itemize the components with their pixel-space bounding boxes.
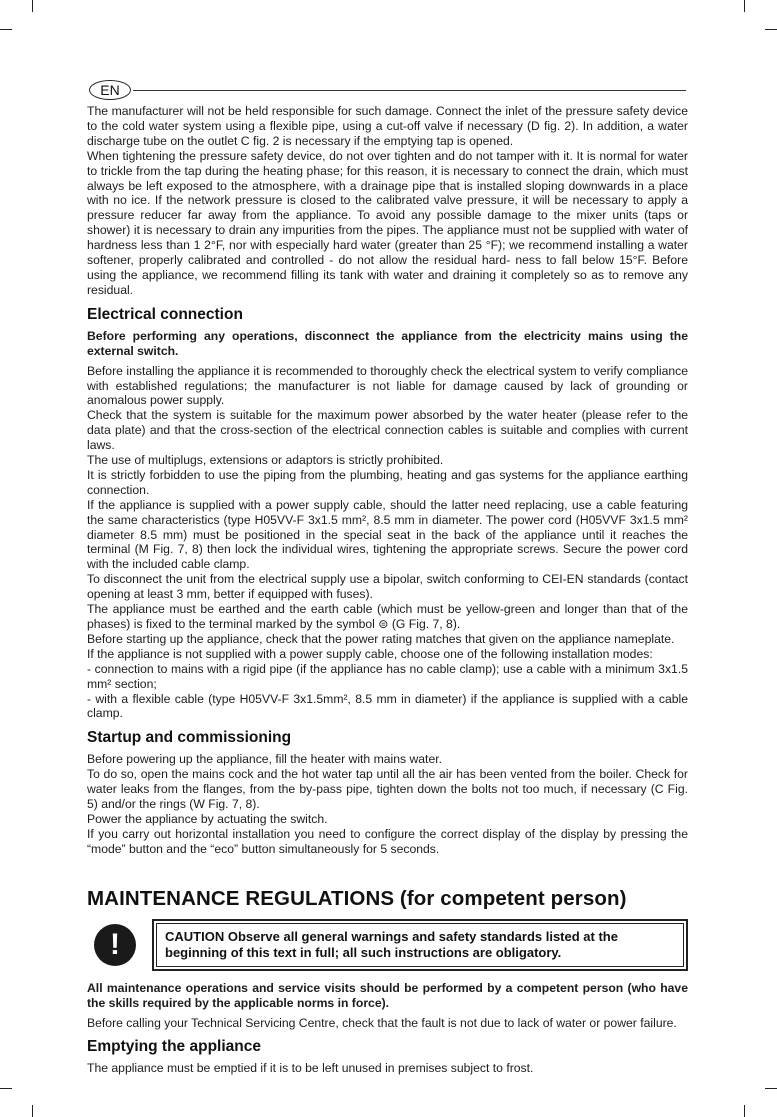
crop-mark-left-bottom: [0, 1088, 12, 1089]
intro-paragraph-1: The manufacturer will not be held responsible for such damage. Connect the inlet of the pressure safety device to the cold water system using a flexible pipe, using a cut-off valve if necessary (D fig. 2). In addition, a water discharge tube on the outlet C fig. 2 is necessary if the emptying tap is opened.: [87, 104, 688, 148]
crop-mark-right-bottom: [765, 1088, 777, 1089]
crop-mark-left-top: [0, 29, 12, 30]
intro-paragraph-2: When tightening the pressure safety device, do not over tighten and do not tamper with it. It is normal for water to trickle from the tap during the heating phase; for this reason, it is necessary to connect the drain, which must always be left exposed to the atmosphere, with a drainage pipe that is installed sloping downwards in a place with no ice. If the network pressure is closed to the calibrated valve pressure, it will be necessary to apply a pressure reducer far away from the appliance. To avoid any possible damage to the mixer units (taps or shower) it is necessary to drain any impurities from the pipes. The appliance must not be supplied with water of hardness less than 1 2°F, nor with especially hard water (greater than 25 °F); we recommend installing a water softener, properly calibrated and controlled - do not allow the residual hard- ness to fall below 15°F. Before using the appliance, we recommend filling its tank with water and draining it completely so as to remove any residual.: [87, 148, 688, 297]
maintenance-heading: MAINTENANCE REGULATIONS (for competent person): [87, 886, 627, 910]
caution-box: [87, 919, 688, 971]
startup-paragraph: Before powering up the appliance, fill the heater with mains water.: [87, 752, 442, 767]
maintenance-lead: All maintenance operations and service visits should be performed by a competent person (who have the skills required by the applicable norms in force).: [87, 980, 688, 1010]
startup-paragraph: Power the appliance by actuating the switch.: [87, 811, 328, 826]
electrical-paragraph: Before starting up the appliance, check that the power rating matches that given on the appliance nameplate.: [87, 631, 675, 646]
electrical-paragraph: If the appliance is not supplied with a power supply cable, choose one of the following installation modes:: [87, 646, 653, 661]
emptying-heading: Emptying the appliance: [87, 1038, 261, 1056]
electrical-paragraph: If the appliance is supplied with a power supply cable, should the latter need replacing, use a cable featuring the same characteristics (type H05VV-F 3x1.5 mm², 8.5 mm in diameter. The power cord (H05VVF 3x1.5 mm² diameter 8.5 mm) must be positioned in the special seat in the back of the appliance until it reaches the terminal (M Fig. 7, 8) then lock the individual wires, tightening the appropriate screws. Secure the power cord with the included cable clamp.: [87, 497, 688, 572]
electrical-paragraph: The use of multiplugs, extensions or adaptors is strictly prohibited.: [87, 453, 444, 468]
crop-mark-top-right: [744, 0, 745, 12]
electrical-paragraph: Before installing the appliance it is recommended to thoroughly check the electrical system to verify compliance with established regulations; the manufacturer is not liable for damage caused by lack of grounding or anomalous power supply.: [87, 363, 688, 408]
crop-mark-top-left: [32, 0, 33, 12]
language-badge: EN: [89, 80, 131, 100]
crop-mark-bottom-left: [32, 1105, 33, 1117]
electrical-heading: Electrical connection: [87, 305, 243, 323]
page-header: [89, 80, 686, 100]
electrical-lead: Before performing any operations, disconnect the appliance from the electricity mains using the external switch.: [87, 328, 688, 358]
startup-paragraph: If you carry out horizontal installation you need to configure the correct display of the display by pressing the “mode” button and the “eco” button simultaneously for 5 seconds.: [87, 826, 688, 856]
caution-text: CAUTION Observe all general warnings and safety standards listed at the beginning of this text in full; all such instructions are obligatory.: [156, 923, 684, 967]
electrical-paragraph: - connection to mains with a rigid pipe (if the appliance has no cable clamp); use a cable with a minimum 3x1.5 mm² section;: [87, 661, 688, 691]
electrical-paragraph: The appliance must be earthed and the earth cable (which must be yellow-green and longer than that of the phases) is fixed to the terminal marked by the symbol ⊜ (G Fig. 7, 8).: [87, 602, 688, 631]
electrical-paragraph: To disconnect the unit from the electrical supply use a bipolar, switch conforming to CEI-EN standards (contact opening at least 3 mm, better if equipped with fuses).: [87, 572, 688, 602]
emptying-paragraph: The appliance must be emptied if it is to be left unused in premises subject to frost.: [87, 1061, 534, 1076]
startup-heading: Startup and commissioning: [87, 729, 292, 747]
page-content: [87, 104, 688, 1076]
crop-mark-bottom-right: [744, 1105, 745, 1117]
electrical-paragraph: It is strictly forbidden to use the piping from the plumbing, heating and gas systems for the appliance earthing connection.: [87, 467, 688, 497]
electrical-paragraph: Check that the system is suitable for the maximum power absorbed by the water heater (please refer to the data plate) and that the cross-section of the electrical connection cables is suitable and complies with current laws.: [87, 408, 688, 453]
crop-mark-right-top: [765, 29, 777, 30]
caution-frame: [152, 919, 688, 971]
warning-icon: !: [94, 924, 136, 966]
startup-paragraph: To do so, open the mains cock and the hot water tap until all the air has been vented from the boiler. Check for water leaks from the flanges, from the by-pass pipe, tighten down the bolts not too much, if necessary (C Fig. 5) and/or the rings (W Fig. 7, 8).: [87, 767, 688, 812]
header-rule: [133, 90, 686, 91]
maintenance-paragraph: Before calling your Technical Servicing Centre, check that the fault is not due to lack of water or power failure.: [87, 1015, 677, 1030]
electrical-paragraph: - with a flexible cable (type H05VV-F 3x1.5mm², 8.5 mm in diameter) if the appliance is supplied with a cable clamp.: [87, 691, 688, 721]
